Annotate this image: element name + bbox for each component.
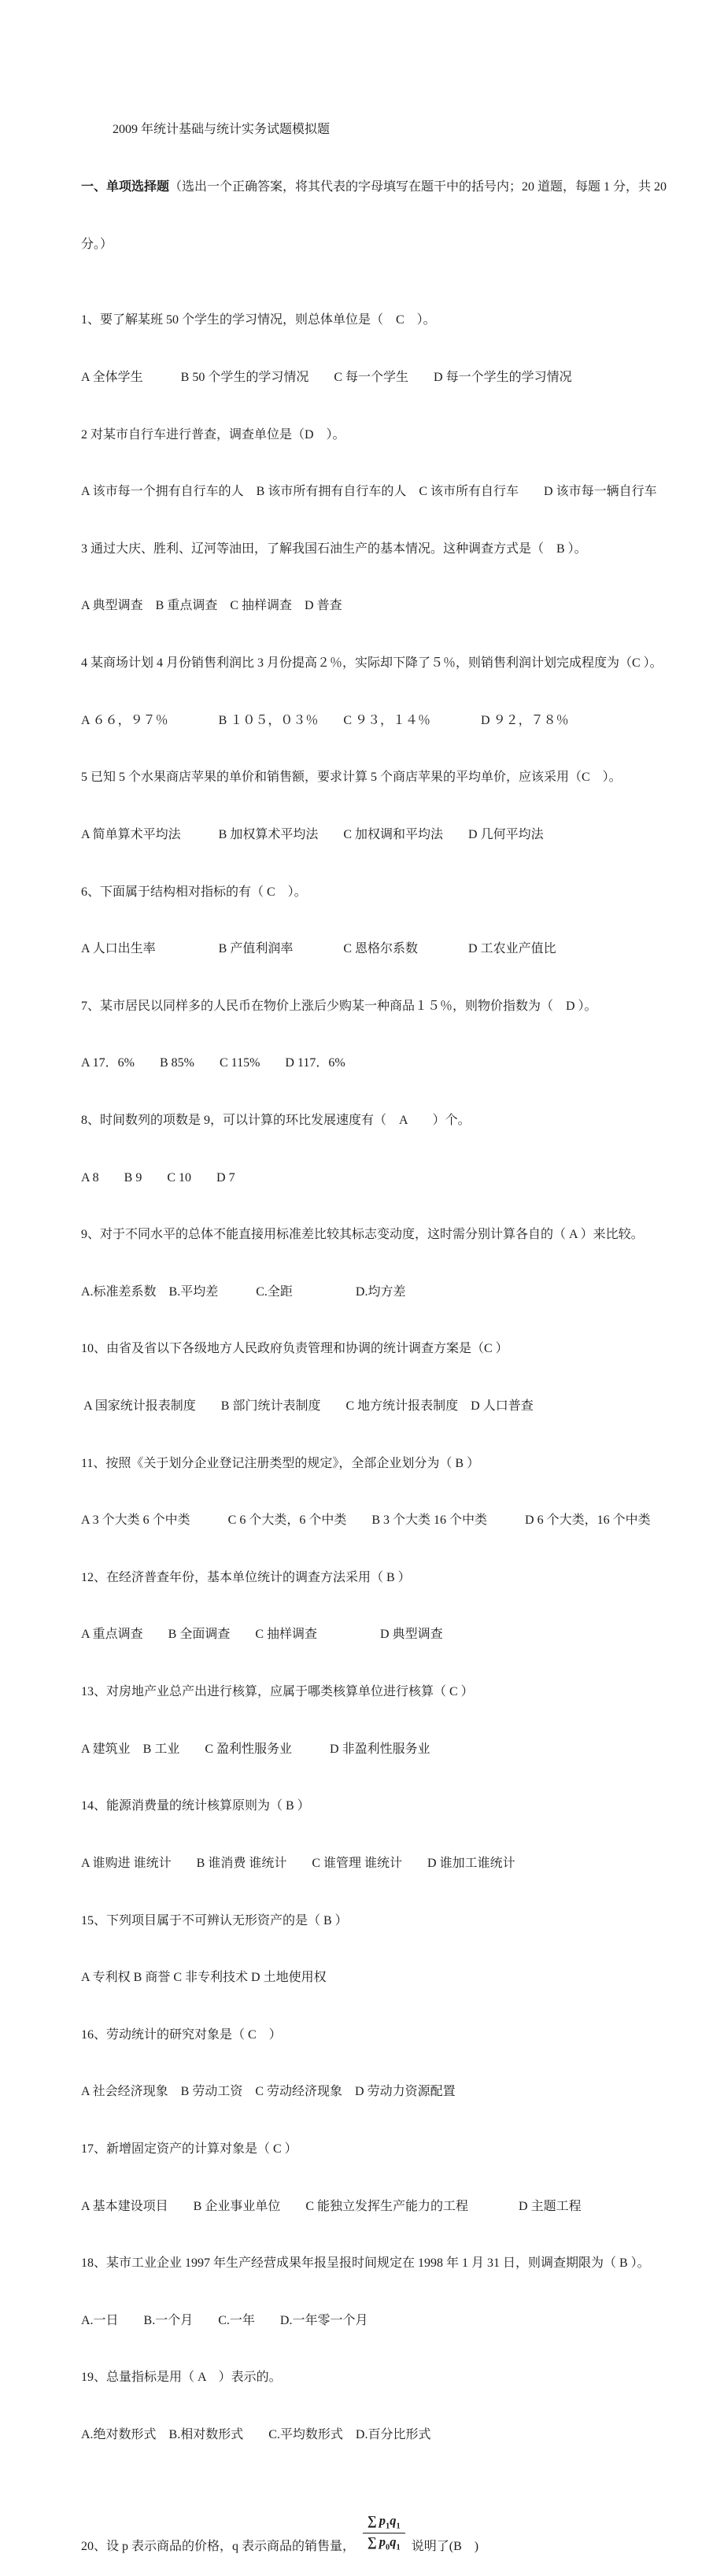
question-19: 19、总量指标是用（ A ）表示的。	[81, 2371, 282, 2385]
document-title: 2009 年统计基础与统计实务试题模拟题	[113, 123, 331, 137]
formula-denominator	[363, 2533, 405, 2552]
options-11: A 3 个大类 6 个中类 C 6 个大类，6 个中类 B 3 个大类 16 个中类 D 6 个大类，16 个中类	[81, 1513, 651, 1528]
question-20	[81, 2514, 708, 2557]
formula-var-p: p	[379, 2512, 386, 2528]
options-8: A 8 B 9 C 10 D 7	[81, 1170, 235, 1185]
fraction-formula	[363, 2514, 405, 2552]
formula-sub-p: 1	[386, 2522, 390, 2531]
question-20-text: 20、设 p 表示商品的价格，q 表示商品的销售量，	[81, 2540, 356, 2554]
options-10: A 国家统计报表制度 B 部门统计表制度 C 地方统计报表制度 D 人口普查	[81, 1399, 534, 1414]
section-heading-bold: 一、单项选择题	[81, 180, 170, 194]
options-7: A 17．6% B 85% C 115% D 117．6%	[81, 1056, 345, 1070]
question-13: 13、对房地产业总产出进行核算，应属于哪类核算单位进行核算（ C ）	[81, 1685, 474, 1699]
question-9: 9、对于不同水平的总体不能直接用标准差比较其标志变动度，这时需分别计算各自的（ A ）来比较。	[81, 1228, 644, 1242]
options-6: A 人口出生率 B 产值利润率 C 恩格尔系数 D 工农业产值比	[81, 942, 556, 956]
question-7: 7、某市居民以同样多的人民币在物价上涨后少购某一种商品１５％，则物价指数为（ D ）。	[81, 999, 597, 1013]
question-15: 15、下列项目属于不可辨认无形资产的是（ B ）	[81, 1913, 348, 1927]
sigma-symbol: ∑	[368, 2533, 377, 2549]
options-17: A 基本建设项目 B 企业事业单位 C 能独立发挥生产能力的工程 D 主题工程	[81, 2199, 582, 2213]
question-6: 6、下面属于结构相对指标的有（ C ）。	[81, 885, 307, 899]
formula-sub-p: 0	[386, 2542, 390, 2552]
options-9: A.标准差系数 B.平均差 C.全距 D.均方差	[81, 1284, 406, 1299]
formula-sub-q: 1	[396, 2542, 401, 2552]
question-12: 12、在经济普查年份，基本单位统计的调查方法采用（ B ）	[81, 1570, 411, 1584]
formula-sub-q: 1	[396, 2522, 401, 2531]
options-3: A 典型调查 B 重点调查 C 抽样调查 D 普查	[81, 599, 342, 613]
question-14: 14、能源消费量的统计核算原则为（ B ）	[81, 1799, 310, 1813]
options-12: A 重点调查 B 全面调查 C 抽样调查 D 典型调查	[81, 1628, 443, 1642]
options-4: A ６６，９７％ B １０５，０３％ C ９３，１４％ D ９２，７８％	[81, 713, 569, 727]
formula-var-p: p	[379, 2533, 386, 2549]
section-heading-continuation: 分。）	[81, 237, 113, 251]
question-8: 8、时间数列的项数是 9，可以计算的环比发展速度有（ A ）个。	[81, 1113, 471, 1127]
formula-numerator	[363, 2514, 405, 2533]
section-heading	[81, 178, 708, 197]
question-18: 18、某市工业企业 1997 年生产经营成果年报呈报时间规定在 1998 年 1 月 31 日，则调查期限为（ B ）。	[81, 2256, 650, 2271]
question-20-answer-text: 说明了(B )	[411, 2540, 479, 2554]
formula-var-q: q	[390, 2533, 397, 2549]
options-16: A 社会经济现象 B 劳动工资 C 劳动经济现象 D 劳动力资源配置	[81, 2085, 456, 2099]
section-heading-rest: （选出一个正确答案，将其代表的字母填写在题干中的括号内；20 道题，每题 1 分，共 20	[169, 180, 667, 194]
options-1: A 全体学生 B 50 个学生的学习情况 C 每一个学生 D 每一个学生的学习情况	[81, 371, 572, 385]
formula-var-q: q	[390, 2512, 397, 2528]
question-17: 17、新增固定资产的计算对象是（ C ）	[81, 2142, 297, 2156]
options-14: A 谁购进 谁统计 B 谁消费 谁统计 C 谁管理 谁统计 D 谁加工谁统计	[81, 1856, 515, 1870]
sigma-symbol: ∑	[368, 2512, 377, 2528]
options-18: A.一日 B.一个月 C.一年 D.一年零一个月	[81, 2313, 368, 2327]
question-10: 10、由省及省以下各级地方人民政府负责管理和协调的统计调查方案是（C ）	[81, 1342, 508, 1356]
options-19: A.绝对数形式 B.相对数形式 C.平均数形式 D.百分比形式	[81, 2427, 431, 2441]
question-11: 11、按照《关于划分企业登记注册类型的规定》，全部企业划分为（ B ）	[81, 1456, 480, 1470]
question-3: 3 通过大庆、胜利、辽河等油田，了解我国石油生产的基本情况。这种调查方式是（ B ）。	[81, 541, 587, 556]
options-13: A 建筑业 B 工业 C 盈利性服务业 D 非盈利性服务业	[81, 1742, 430, 1756]
options-2: A 该市每一个拥有自行车的人 B 该市所有拥有自行车的人 C 该市所有自行车 D 该市每一辆自行车	[81, 485, 657, 499]
question-4: 4 某商场计划 4 月份销售利润比 3 月份提高２％，实际却下降了５％，则销售利润计划完成程度为（C ）。	[81, 656, 663, 671]
question-1: 1、要了解某班 50 个学生的学习情况，则总体单位是（ C ）。	[81, 313, 436, 327]
question-2: 2 对某市自行车进行普查，调查单位是（D ）。	[81, 427, 345, 442]
options-15: A 专利权 B 商誉 C 非专利技术 D 土地使用权	[81, 1971, 327, 1985]
question-5: 5 已知 5 个水果商店苹果的单价和销售额，要求计算 5 个商店苹果的平均单价，应该采用（C ）。	[81, 771, 622, 785]
options-5: A 简单算术平均法 B 加权算术平均法 C 加权调和平均法 D 几何平均法	[81, 827, 544, 841]
question-16: 16、劳动统计的研究对象是（ C ）	[81, 2027, 282, 2042]
